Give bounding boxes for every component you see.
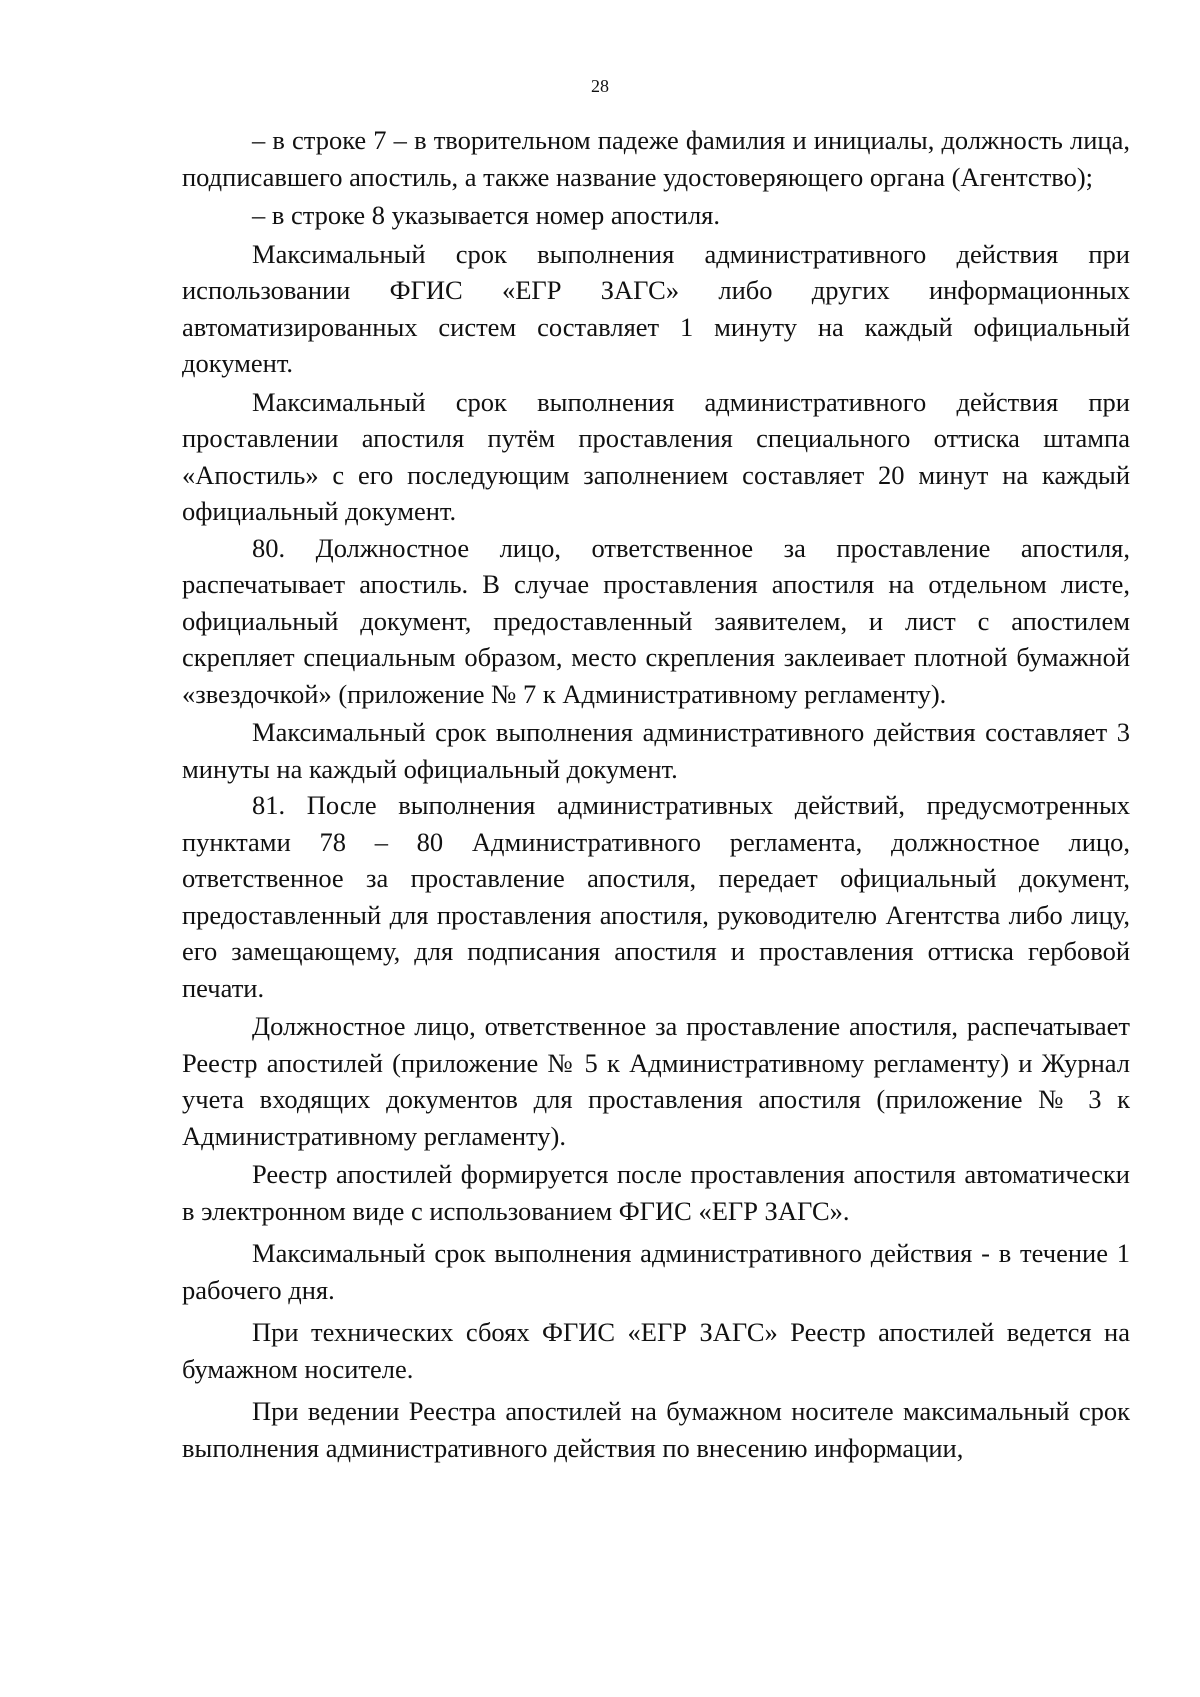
paragraph-tech-failure: При технических сбоях ФГИС «ЕГР ЗАГС» Реестр апостилей ведется на бумажном носителе.	[182, 1317, 1130, 1384]
paragraph-paper-registry: При ведении Реестра апостилей на бумажном носителе максимальный срок выполнения административного действия по внесению информации,	[182, 1396, 1130, 1463]
paragraph-max-term-fgis: Максимальный срок выполнения административного действия при использовании ФГИС «ЕГР ЗАГС» либо других информационных автоматизированных систем составляет 1 минуту на каждый официальный документ.	[182, 238, 1130, 378]
paragraph-registry-print: Должностное лицо, ответственное за проставление апостиля, распечатывает Реестр апостилей (приложение № 5 к Административному регламенту) и Журнал учета входящих документов для проставления апостиля (приложение № 3 к Административному регламенту).	[182, 1011, 1130, 1151]
paragraph-item-80: 80. Должностное лицо, ответственное за проставление апостиля, распечатывает апостиль. В случае проставления апостиля на отдельном листе, официальный документ, предоставленный заявителем, и лист с апостилем скрепляет специальным образом, место скрепления заклеивает плотной бумажной «звездочкой» (приложение № 7 к Административному регламенту).	[182, 532, 1130, 709]
paragraph-line7: – в строке 7 – в творительном падеже фамилия и инициалы, должность лица, подписавшего апостиль, а также название удостоверяющего органа (Агентство);	[182, 125, 1130, 192]
paragraph-registry-auto: Реестр апостилей формируется после проставления апостиля автоматически в электронном виде с использованием ФГИС «ЕГР ЗАГС».	[182, 1159, 1130, 1226]
page-number: 28	[591, 76, 609, 96]
paragraph-line8: – в строке 8 указывается номер апостиля.	[252, 200, 720, 230]
paragraph-max-term-3min: Максимальный срок выполнения административного действия составляет 3 минуты на каждый официальный документ.	[182, 717, 1130, 784]
paragraph-max-term-stamp: Максимальный срок выполнения административного действия при проставлении апостиля путём проставления специального оттиска штампа «Апостиль» с его последующим заполнением составляет 20 минут на каждый официальный документ.	[182, 386, 1130, 526]
document-body	[182, 122, 1130, 1466]
paragraph-item-81: 81. После выполнения административных действий, предусмотренных пунктами 78 – 80 Административного регламента, должностное лицо, ответственное за проставление апостиля, передает официальный документ, предоставленный для проставления апостиля, руководителю Агентства либо лицу, его замещающему, для подписания апостиля и проставления оттиска гербовой печати.	[182, 790, 1130, 1003]
paragraph-max-term-1day: Максимальный срок выполнения административного действия - в течение 1 рабочего дня.	[182, 1238, 1130, 1305]
